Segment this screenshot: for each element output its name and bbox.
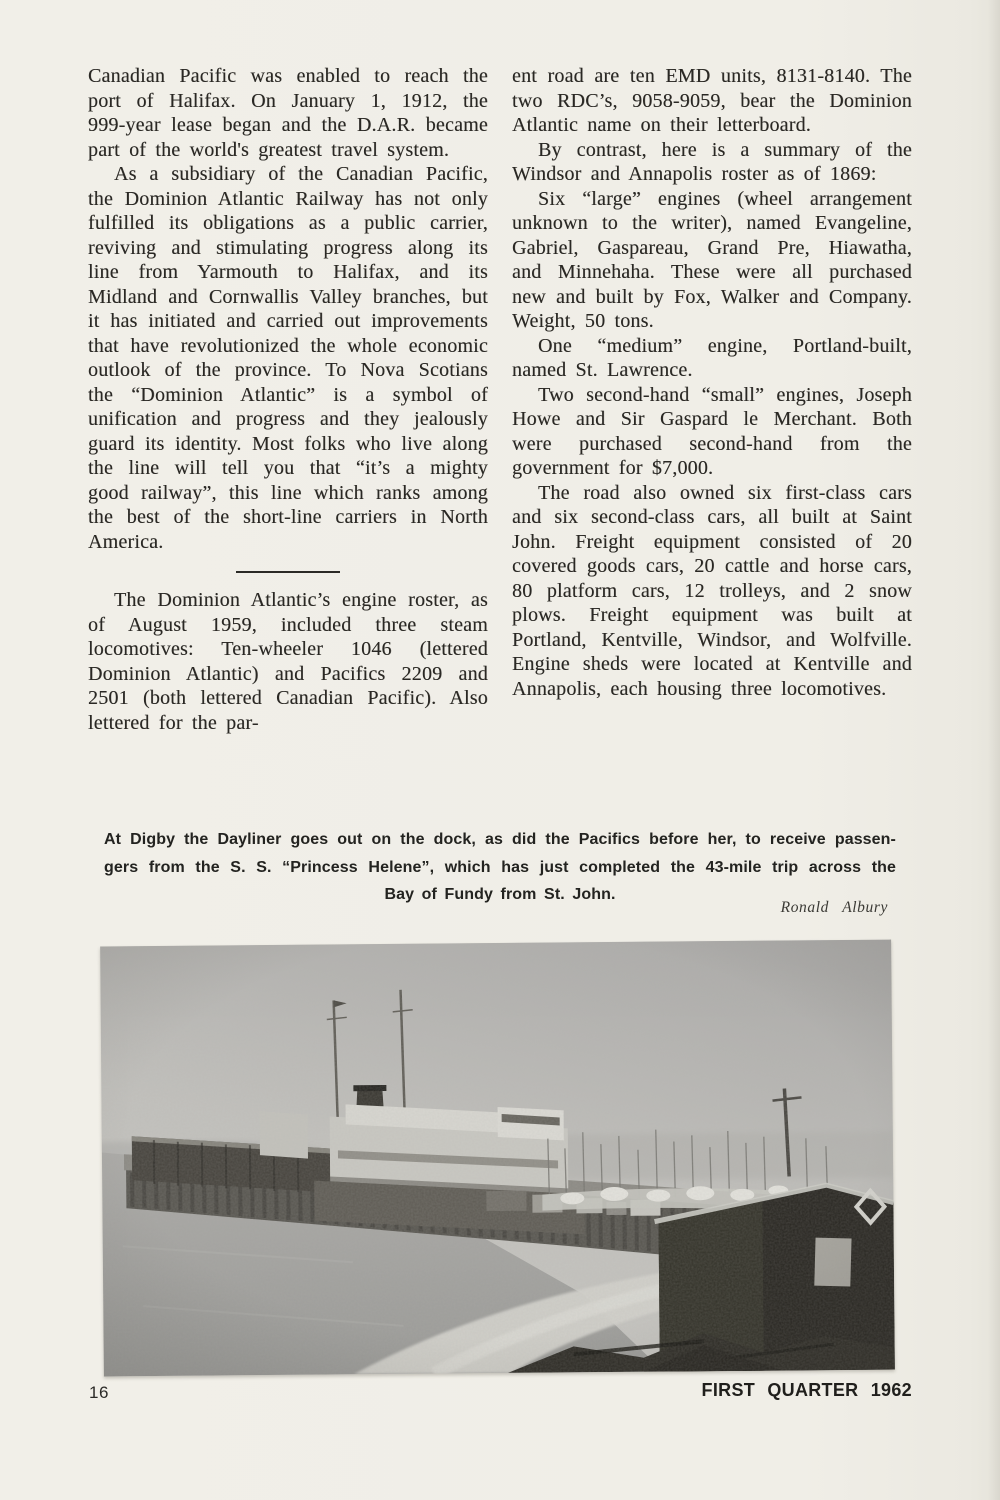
caption-line: At Digby the Dayliner goes out on the dock, as did the Pacifics before her, to receive passen-	[104, 831, 896, 848]
paragraph: One “medium” engine, Portland-built, named St. Lawrence.	[512, 334, 912, 381]
paragraph: Two second-hand “small” engines, Joseph Howe and Sir Gaspard le Merchant. Both were purchased second-hand from the government for $7,000.	[512, 383, 912, 479]
paragraph: The road also owned six first-class cars and six second-class cars, all built at Saint John. Freight equipment consisted of 20 covered goods cars, 20 cattle and horse cars, 80 platform cars, 12 trolleys, and 2 snow plows. Freight equipment was built at Portland, Kentville, Windsor, and Wolfville. Engine sheds were located at Kentville and Annapolis, each housing three locomotives.	[512, 481, 912, 700]
section-divider	[236, 571, 340, 573]
right-column	[512, 64, 912, 735]
dock-scene-illustration	[100, 940, 895, 1377]
page-edge-shade	[988, 0, 1000, 1500]
article-columns	[88, 64, 912, 735]
vignette	[100, 940, 895, 1377]
paragraph: As a subsidiary of the Canadian Pacific, the Dominion Atlantic Railway has not only fulfilled its obligations as a public carrier, reviving and stimulating progress along its line from Yarmouth to Halifax, and its Midland and Cornwallis Valley branches, but it has initiated and carried out improvements that have revolutionized the whole economic outlook of the province. To Nova Scotians the “Dominion Atlantic” is a symbol of unification and progress and they jealously guard its identity. Most folks who live along the line will tell you that “it’s a mighty good railway”, this line which ranks among the best of the short-line carriers in North America.	[88, 163, 488, 553]
paragraph: ent road are ten EMD units, 8131-8140. The two RDC’s, 9058-9059, bear the Dominion Atlantic name on their letterboard.	[512, 65, 912, 136]
paragraph: The Dominion Atlantic’s engine roster, as of August 1959, included three steam locomotives: Ten-wheeler 1046 (lettered Dominion Atlantic) and Pacifics 2209 and 2501 (both lettered Canadian Pacific). Also lettered for the par-	[88, 589, 488, 734]
left-column	[88, 64, 488, 735]
page-number: 16	[89, 1383, 109, 1402]
paragraph: Six “large” engines (wheel arrangement unknown to the writer), named Evangeline, Gabriel, Gaspareau, Grand Pre, Hiawatha, and Minnehaha. These were all purchased new and built by Fox, Walker and Company. Weight, 50 tons.	[512, 187, 912, 332]
photo-caption	[104, 826, 896, 909]
paragraph: By contrast, here is a summary of the Windsor and Annapolis roster as of 1869:	[512, 138, 912, 185]
caption-line: Bay of Fundy from St. John.	[384, 886, 616, 903]
digby-dock-photo	[100, 940, 895, 1377]
paragraph: Canadian Pacific was enabled to reach the port of Halifax. On January 1, 1912, the 999-year lease began and the D.A.R. became part of the world's greatest travel system.	[88, 65, 488, 161]
caption-line: gers from the S. S. “Princess Helene”, which has just completed the 43-mile trip across the	[104, 858, 896, 876]
issue-label: FIRST QUARTER 1962	[701, 1380, 912, 1400]
photo-credit: Ronald Albury	[780, 899, 888, 916]
